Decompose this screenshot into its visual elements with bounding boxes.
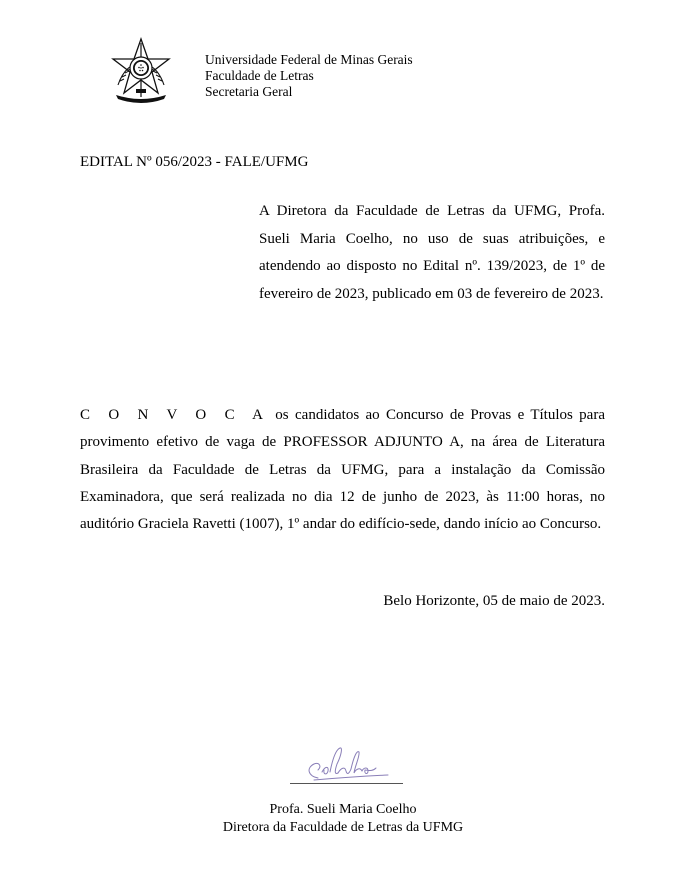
edital-title: EDITAL Nº 056/2023 - FALE/UFMG — [80, 154, 309, 170]
signer-block — [0, 801, 686, 837]
institution-header — [205, 52, 413, 100]
place-date: Belo Horizonte, 05 de maio de 2023. — [383, 593, 605, 609]
department-name: Secretaria Geral — [205, 84, 293, 99]
preamble-paragraph: A Diretora da Faculdade de Letras da UFMG, Profa. Sueli Maria Coelho, no uso de suas atribuições, e atendendo ao disposto no Edital nº. 139/2023, de 1º de fevereiro de 2023, publicado em 03 de fevereiro de 2023. — [259, 203, 605, 302]
convoca-paragraph — [80, 402, 605, 538]
faculty-name: Faculdade de Letras — [205, 68, 314, 83]
university-name: Universidade Federal de Minas Gerais — [205, 52, 413, 67]
convoca-word: C O N V O C A — [80, 407, 269, 423]
signer-role: Diretora da Faculdade de Letras da UFMG — [222, 820, 464, 835]
convoca-text: os candidatos ao Concurso de Provas e Títulos para provimento efetivo de vaga de PROFESSOR ADJUNTO A, na área de Literatura Brasileira da Faculdade de Letras da UFMG, para a instalação da Comissão Examinadora, que será realizada no dia 12 de junho de 2023, às 11:00 horas, no auditório Graciela Ravetti (1007), 1º andar do edifício-sede, dando início ao Concurso. — [80, 407, 605, 533]
signer-name: Profa. Sueli Maria Coelho — [269, 802, 417, 817]
brazil-coat-of-arms-icon — [108, 37, 174, 103]
signature-line — [290, 783, 403, 784]
